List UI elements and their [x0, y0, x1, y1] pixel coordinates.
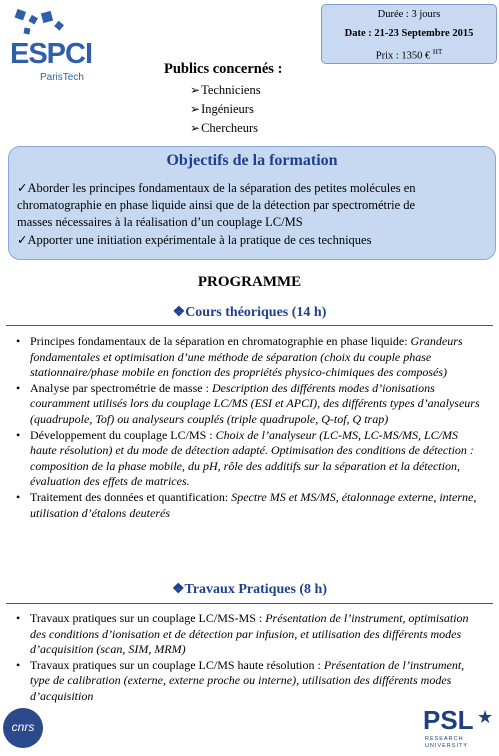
bullet-icon: • [16, 611, 21, 625]
publics-item [190, 121, 258, 136]
list-item [6, 381, 486, 428]
objectives-box [8, 146, 496, 260]
item-detail: Choix de l’analyseur (LC-MS, LC-MS/MS, LC/MS haute résolution) et du mode de détection adapté. Optimisation des conditions de détection : composition de la phase mobile, du pH, rôle des additifs sur la séparation et la détection, évaluation des effets de matrices. [30, 427, 474, 489]
item-lead: Travaux pratiques sur un couplage LC/MS haute résolution : [30, 657, 321, 672]
item-detail: Présentation de l’instrument, optimisation des conditions d’ionisation et de détection par infusion, et utilisation des différents modes d’acquisition (scan, SIM, MRM) [30, 611, 469, 657]
list-item [6, 611, 486, 658]
objectives-title: Objectifs de la formation [166, 152, 338, 169]
espci-wordmark: ESPCI [10, 38, 93, 70]
list-item [6, 490, 486, 521]
psl-sub-research: RESEARCH [425, 736, 464, 742]
psl-sub-university: UNIVERSITY [425, 743, 469, 749]
tp-section-title [0, 581, 499, 598]
publics-item [190, 83, 261, 98]
publics-item-label: Chercheurs [201, 121, 258, 135]
info-box [321, 4, 497, 64]
checkmark-icon: ✓ [17, 181, 28, 195]
bullet-icon: • [16, 380, 21, 395]
tp-list [6, 611, 486, 705]
list-item [6, 658, 486, 705]
duration-text: Durée : 3 jours [377, 9, 441, 20]
programme-title: PROGRAMME [197, 274, 302, 290]
publics-title [164, 61, 282, 78]
cours-section-title [0, 304, 499, 321]
cours-list [6, 334, 486, 521]
cours-title-text: Cours théoriques (14 h) [185, 305, 327, 320]
price-line [322, 43, 496, 66]
bullet-icon: • [16, 657, 21, 672]
arrow-icon: ➢ [190, 102, 201, 116]
list-item [6, 334, 486, 381]
objective-text: Apporter une initiation expérimentale à la pratique de ces techniques [27, 233, 372, 247]
arrow-icon: ➢ [190, 121, 201, 135]
publics-item-label: Techniciens [201, 83, 261, 97]
espci-logo-mark-icon [12, 8, 72, 42]
item-detail: Spectre MS et MS/MS, étalonnage externe, interne, utilisation d’étalons deuterés [30, 489, 477, 520]
item-lead: Analyse par spectrométrie de masse : [30, 380, 209, 395]
publics-title-colon: : [273, 61, 283, 77]
item-lead: Travaux pratiques sur un couplage LC/MS-MS : [30, 611, 263, 625]
objective-line: chromatographie en phase liquide ainsi que de la détection par spectrométrie de [17, 198, 416, 212]
objective-text: Aborder les principes fondamentaux de la séparation des petites molécules en [27, 181, 416, 195]
publics-item-label: Ingénieurs [201, 102, 254, 116]
list-item [6, 428, 486, 490]
objective-line [17, 180, 416, 197]
date-text: Date : 21-23 Septembre 2015 [344, 28, 474, 39]
cnrs-logo [3, 708, 43, 748]
espci-logo [6, 8, 96, 88]
section-divider [6, 325, 493, 326]
objective-line: masses nécessaires à la réalisation d’un couplage LC/MS [17, 215, 303, 229]
star-icon: ★ [477, 707, 494, 727]
bullet-icon: • [16, 334, 21, 348]
checkmark-icon: ✓ [17, 233, 28, 247]
bullet-icon: • [16, 489, 21, 504]
cnrs-logo-text: cnrs [11, 720, 35, 734]
arrow-icon: ➢ [190, 83, 201, 97]
item-lead: Principes fondamentaux de la séparation en chromatographie en phase liquide: [30, 334, 408, 348]
item-lead: Développement du couplage LC/MS : [30, 427, 213, 442]
psl-logo [421, 705, 497, 753]
diamond-bullet-icon: ❖ [171, 582, 185, 597]
espci-subtitle: ParisTech [40, 72, 84, 83]
item-lead: Traitement des données et quantification: [30, 489, 229, 504]
section-divider [6, 603, 493, 604]
psl-logo-text: PSL [423, 705, 474, 735]
objective-line [17, 232, 371, 249]
diamond-bullet-icon: ❖ [172, 305, 186, 320]
publics-title-text: Publics concernés [164, 61, 274, 77]
item-detail: Grandeurs fondamentales et optimisation d’une méthode de séparation (choix du couple phase stationnaire/phase mobile en fonction des propriétés physico-chimiques des composés) [30, 334, 463, 380]
publics-item [190, 102, 254, 117]
item-detail: Présentation de l’instrument, type de calibration (externe, externe proche ou interne), utilisation des différents modes d’acquisition [30, 657, 465, 703]
psl-logo-subtitle [425, 736, 468, 750]
item-detail: Description des différents modes d’ionisations couramment utilisés lors du couplage LC/MS (ESI et APCI), des différents types d’analyseurs (quadrupole, Tof) ou analyseurs couplés (triple quadrupole, Q-tof, Q trap) [30, 380, 480, 426]
tp-title-text: Travaux Pratiques (8 h) [184, 582, 328, 597]
price-text: Prix : 1350 € [375, 50, 431, 62]
bullet-icon: • [16, 427, 21, 442]
price-suffix: HT [432, 48, 443, 56]
